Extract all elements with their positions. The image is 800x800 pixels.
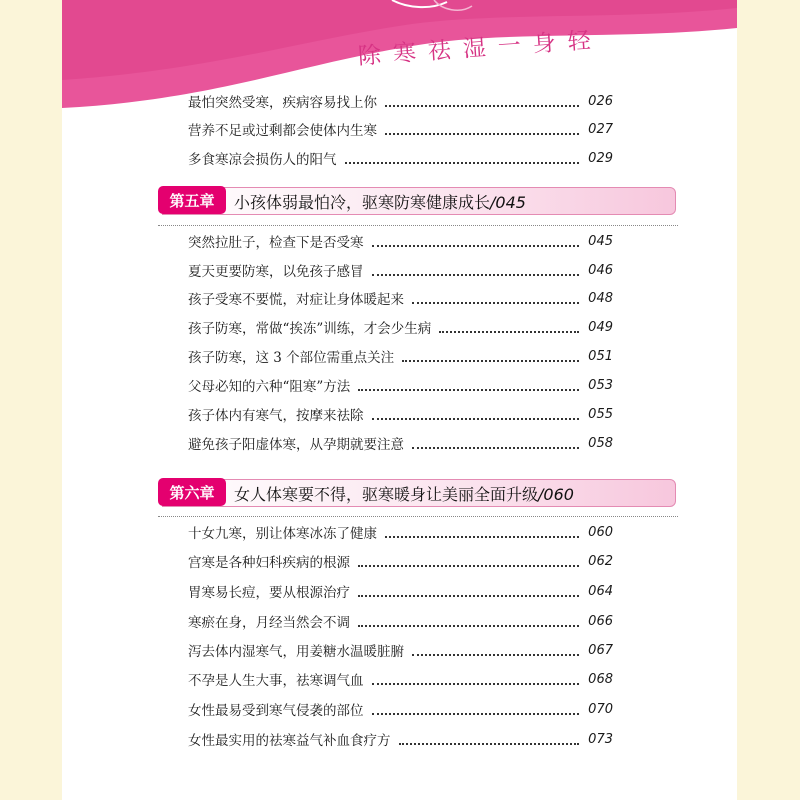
toc-entry[interactable] <box>188 727 613 751</box>
chapter-title-text: 女人体寒要不得，驱寒暖身让美丽全面升级 <box>234 485 539 504</box>
entry-title: 孩子防寒，这 3 个部位需重点关注 <box>188 350 395 366</box>
chapter-badge: 第六章 <box>158 478 226 506</box>
entry-page: 064 <box>588 583 613 599</box>
entry-page: 029 <box>588 150 613 166</box>
toc-entry[interactable] <box>188 373 613 397</box>
entry-page: 055 <box>588 406 613 422</box>
toc-entry[interactable] <box>188 229 613 253</box>
toc-entry[interactable] <box>188 146 613 170</box>
entry-page: 066 <box>588 613 613 629</box>
entry-title: 父母必知的六种“阻寒”方法 <box>188 379 351 395</box>
entry-page: 053 <box>588 377 613 393</box>
toc-entry[interactable] <box>188 315 613 339</box>
chapter-badge: 第五章 <box>158 186 226 214</box>
entry-page: 026 <box>588 93 613 109</box>
leader-dots <box>372 416 580 420</box>
toc-entry[interactable] <box>188 667 613 691</box>
toc-entry[interactable] <box>188 549 613 573</box>
entry-title: 女性最易受到寒气侵袭的部位 <box>188 703 364 719</box>
toc-entry[interactable] <box>188 638 613 662</box>
chapter-title <box>234 190 526 213</box>
leader-dots <box>372 711 580 715</box>
entry-title: 最怕突然受寒，疾病容易找上你 <box>188 95 377 111</box>
entry-page: 051 <box>588 348 613 364</box>
entry-title: 避免孩子阳虚体寒，从孕期就要注意 <box>188 437 404 453</box>
divider <box>158 225 678 226</box>
entry-title: 十女九寒，别让体寒冰冻了健康 <box>188 526 377 542</box>
toc-entry[interactable] <box>188 609 613 633</box>
entry-title: 营养不足或过剩都会使体内生寒 <box>188 123 377 139</box>
book-title: 除寒祛湿一身轻 <box>357 26 604 70</box>
toc-entry[interactable] <box>188 697 613 721</box>
leader-dots <box>439 329 579 333</box>
entry-title: 孩子体内有寒气，按摩来祛除 <box>188 408 364 424</box>
entry-title: 泻去体内湿寒气，用姜糖水温暖脏腑 <box>188 644 404 660</box>
toc-entry[interactable] <box>188 258 613 282</box>
toc-entry[interactable] <box>188 117 613 141</box>
entry-page: 027 <box>588 121 613 137</box>
entry-title: 不孕是人生大事，祛寒调气血 <box>188 673 364 689</box>
leader-dots <box>412 300 579 304</box>
entry-page: 060 <box>588 524 613 540</box>
entry-page: 062 <box>588 553 613 569</box>
leader-dots <box>385 534 579 538</box>
leader-dots <box>358 593 579 597</box>
entry-page: 068 <box>588 671 613 687</box>
chapter-5-header[interactable] <box>158 186 678 216</box>
entry-title: 多食寒凉会损伤人的阳气 <box>188 152 337 168</box>
entry-title: 女性最实用的祛寒益气补血食疗方 <box>188 733 391 749</box>
entry-page: 073 <box>588 731 613 747</box>
entry-title: 夏天更要防寒，以免孩子感冒 <box>188 264 364 280</box>
leader-dots <box>372 681 580 685</box>
entry-page: 046 <box>588 262 613 278</box>
toc-entry[interactable] <box>188 402 613 426</box>
entry-page: 045 <box>588 233 613 249</box>
toc-entry[interactable] <box>188 520 613 544</box>
entry-title: 孩子防寒，常做“挨冻”训练，才会少生病 <box>188 321 432 337</box>
entry-page: 049 <box>588 319 613 335</box>
leader-dots <box>385 131 579 135</box>
entry-title: 宫寒是各种妇科疾病的根源 <box>188 555 350 571</box>
toc-entry[interactable] <box>188 431 613 455</box>
entry-page: 058 <box>588 435 613 451</box>
leader-dots <box>358 563 579 567</box>
chapter-title-text: 小孩体弱最怕冷，驱寒防寒健康成长 <box>234 193 491 212</box>
entry-title: 寒瘀在身，月经当然会不调 <box>188 615 350 631</box>
leader-dots <box>372 272 580 276</box>
entry-page: 067 <box>588 642 613 658</box>
book-page <box>62 0 737 800</box>
toc-entry[interactable] <box>188 344 613 368</box>
toc-entry[interactable] <box>188 579 613 603</box>
leader-dots <box>385 103 579 107</box>
leader-dots <box>402 358 579 362</box>
leader-dots <box>372 243 580 247</box>
entry-title: 突然拉肚子，检查下是否受寒 <box>188 235 364 251</box>
chapter-6-header[interactable] <box>158 478 678 508</box>
entry-title: 孩子受寒不要慌，对症让身体暖起来 <box>188 292 404 308</box>
leader-dots <box>345 160 580 164</box>
toc-entry[interactable] <box>188 286 613 310</box>
chapter-page: /045 <box>490 193 526 212</box>
toc-entry[interactable] <box>188 89 613 113</box>
chapter-page: /060 <box>538 485 574 504</box>
entry-page: 048 <box>588 290 613 306</box>
leader-dots <box>412 445 579 449</box>
leader-dots <box>412 652 579 656</box>
entry-title: 胃寒易长痘，要从根源治疗 <box>188 585 350 601</box>
leader-dots <box>358 387 579 391</box>
leader-dots <box>358 623 579 627</box>
entry-page: 070 <box>588 701 613 717</box>
chapter-title <box>234 482 574 505</box>
leader-dots <box>399 741 580 745</box>
divider <box>158 516 678 517</box>
